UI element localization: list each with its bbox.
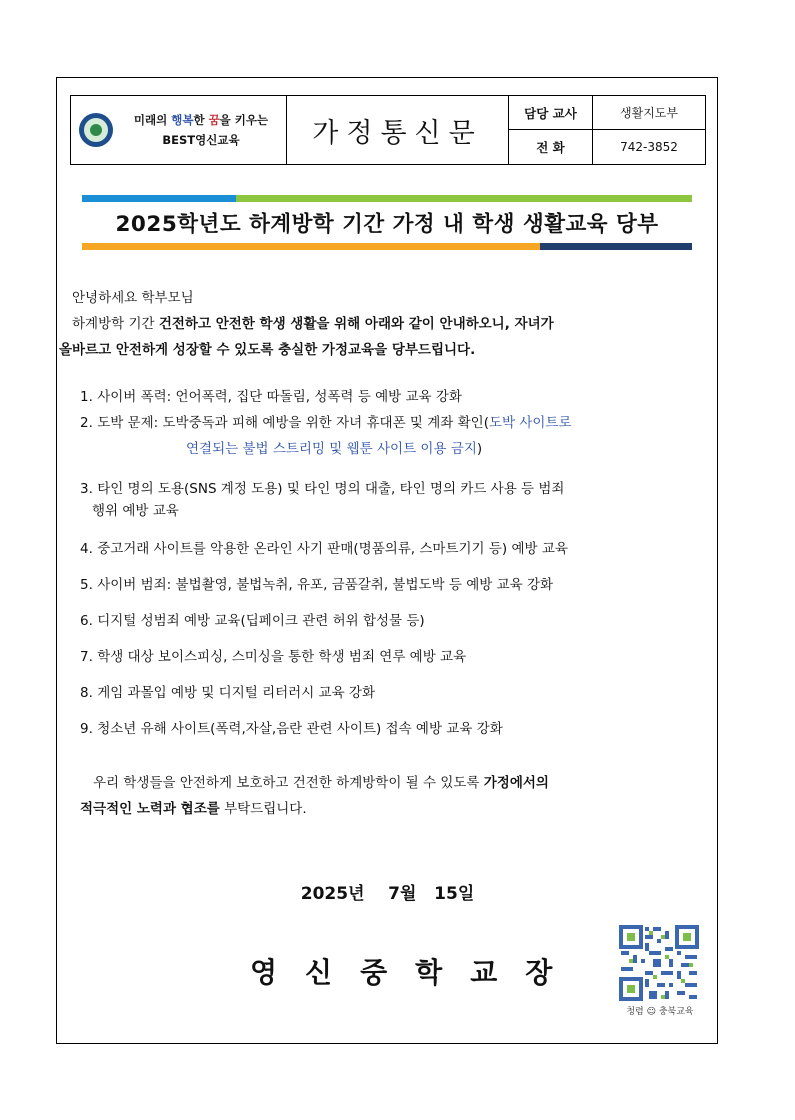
list-item: 1. 사이버 폭력: 언어폭력, 집단 따돌림, 성폭력 등 예방 교육 강화 bbox=[80, 389, 462, 405]
list-item: 6. 디지털 성범죄 예방 교육(딥페이크 관련 허위 합성물 등) bbox=[80, 613, 425, 629]
slogan-happy: 행복 bbox=[171, 113, 194, 127]
top-bar-green bbox=[236, 195, 692, 202]
newsletter-title: 가정통신문 bbox=[287, 96, 509, 164]
list-item: 7. 학생 대상 보이스피싱, 스미싱을 통한 학생 범죄 연루 예방 교육 bbox=[80, 649, 467, 665]
issue-date: 2025년 7월 15일 bbox=[300, 884, 475, 904]
list-item: 5. 사이버 범죄: 불법촬영, 불법녹취, 유포, 금품갈취, 불법도박 등 예방 교육 강화 bbox=[80, 577, 554, 593]
closing-line-2: 적극적인 노력과 협조를 부탁드립니다. bbox=[80, 801, 307, 817]
slogan-line-2: BEST영신교육 bbox=[162, 133, 240, 147]
list-item-continued: 연결되는 불법 스트리밍 및 웹툰 사이트 이용 금지) bbox=[186, 441, 483, 457]
list-item: 3. 타인 명의 도용(SNS 계정 도용) 및 타인 명의 대출, 타인 명의 카드 사용 등 범죄 bbox=[80, 481, 565, 497]
principal-signature: 영신중학교장 bbox=[250, 956, 581, 989]
page-title: 2025학년도 하계방학 기간 가정 내 학생 생활교육 당부 bbox=[115, 212, 659, 237]
school-logo-cell bbox=[71, 96, 287, 164]
list-item: 4. 중고거래 사이트를 악용한 온라인 사기 판매(명품의류, 스마트기기 등) 예방 교육 bbox=[80, 541, 568, 557]
intro-line-2: 올바르고 안전하게 성장할 수 있도록 충실한 가정교육을 당부드립니다. bbox=[59, 342, 476, 358]
list-item: 9. 청소년 유해 사이트(폭력,자살,음란 관련 사이트) 접속 예방 교육 강화 bbox=[80, 721, 503, 737]
contact-grid bbox=[509, 96, 705, 164]
bottom-bar-navy bbox=[540, 243, 692, 250]
phone-value: 742-3852 bbox=[620, 140, 678, 154]
greeting: 안녕하세요 학부모님 bbox=[72, 290, 194, 306]
list-item: 8. 게임 과몰입 예방 및 디지털 리터러시 교육 강화 bbox=[80, 685, 376, 701]
slogan-dream: 꿈 bbox=[208, 113, 220, 127]
school-emblem-icon bbox=[79, 113, 113, 147]
list-item-continued: 행위 예방 교육 bbox=[92, 503, 179, 519]
slogan-line-1: 미래의 행복한 꿈을 키우는 bbox=[133, 113, 269, 127]
closing-line-1: 우리 학생들을 안전하게 보호하고 건전한 하계방학이 될 수 있도록 가정에서의 bbox=[93, 775, 549, 791]
top-bar-blue bbox=[82, 195, 236, 202]
phone-label: 전 화 bbox=[509, 130, 593, 164]
bottom-bar-orange bbox=[82, 243, 540, 250]
qr-code-icon bbox=[619, 925, 699, 1001]
intro-line-1: 하계방학 기간 건전하고 안전한 학생 생활을 위해 아래와 같이 안내하오니, 자녀가 bbox=[72, 316, 554, 332]
teacher-label: 담당 교사 bbox=[509, 96, 593, 130]
qr-caption: 청렴 ☺ 충북교육 bbox=[626, 1007, 694, 1017]
list-item: 2. 도박 문제: 도박중독과 피해 예방을 위한 자녀 휴대폰 및 계좌 확인(도박 사이트로 bbox=[80, 415, 572, 431]
header-table bbox=[70, 95, 706, 165]
teacher-value: 생활지도부 bbox=[593, 96, 705, 130]
school-slogan bbox=[121, 110, 281, 150]
